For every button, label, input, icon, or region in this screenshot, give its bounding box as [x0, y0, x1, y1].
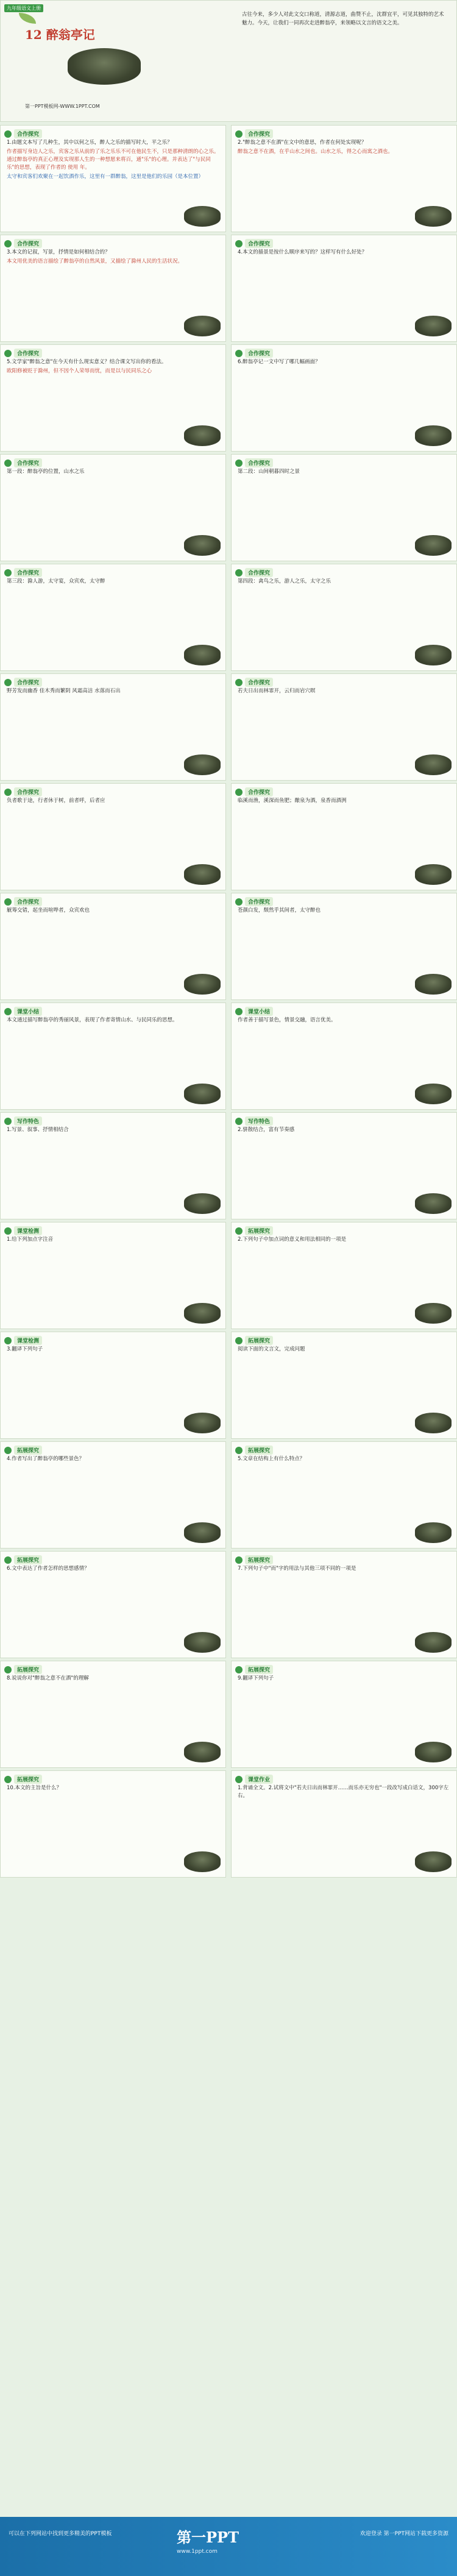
slide-tile — [231, 1661, 457, 1768]
slide-header — [235, 1336, 273, 1345]
slide-body — [7, 1455, 219, 1464]
slide-body — [238, 468, 450, 477]
question-text: 1.由题文本写了几种生，其中以何之乐，醉人之乐的描写时大，平之乐？ — [7, 140, 172, 146]
slide-header-label: 课堂检测 — [14, 1336, 42, 1345]
slide-body — [7, 687, 219, 697]
bullet-icon — [4, 240, 12, 247]
slide-header-label: 合作探究 — [245, 568, 273, 577]
slide-header-label: 合作探究 — [14, 129, 42, 138]
question-text: 3.翻译下列句子 — [7, 1346, 43, 1352]
slide-body — [7, 797, 219, 806]
slide-header — [4, 568, 42, 577]
leaf-decoration — [19, 13, 36, 24]
bullet-icon — [4, 130, 12, 138]
slide-tile — [231, 1222, 457, 1329]
slide-body — [238, 1455, 450, 1464]
bullet-icon — [235, 1337, 243, 1344]
footer-banner — [0, 2517, 457, 2576]
slide-tile — [0, 564, 226, 671]
answer-text: 醉翁之意不在酒，在乎山水之间也。山水之乐，得之心而寓之酒也。 — [238, 149, 394, 155]
slide-body — [238, 687, 450, 697]
slide-header — [4, 1665, 42, 1674]
slide-body — [238, 139, 450, 157]
question-text: 本文通过描写醉翁亭的秀丽风景，表现了作者寄情山水、与民同乐的思想。 — [7, 1017, 178, 1023]
slide-tile — [231, 125, 457, 232]
slide-header-label: 合作探究 — [245, 897, 273, 906]
slide-tile — [231, 1551, 457, 1658]
slide-body — [238, 1236, 450, 1245]
slide-tile — [0, 783, 226, 890]
cover-slide — [0, 0, 457, 122]
bullet-icon — [235, 1776, 243, 1783]
slide-body — [7, 1346, 219, 1355]
slide-header — [235, 1116, 273, 1126]
slide-body — [238, 1675, 450, 1684]
bullet-icon — [4, 1337, 12, 1344]
bullet-icon — [235, 1008, 243, 1015]
slide-header-label: 合作探究 — [245, 239, 273, 248]
slide-header-label: 拓展探究 — [245, 1446, 273, 1455]
slide-tile — [0, 1222, 226, 1329]
ink-bowl-icon — [184, 754, 221, 775]
question-text: 2."醉翁之意不在酒"在文中的意思，作者在何处实现呢？ — [238, 140, 367, 146]
bullet-icon — [235, 1556, 243, 1564]
ink-bowl-icon — [415, 864, 452, 885]
bullet-icon — [235, 1118, 243, 1125]
bullet-icon — [235, 459, 243, 467]
bullet-icon — [4, 1447, 12, 1454]
slide-tile — [0, 454, 226, 561]
banner-url: www.1ppt.com — [177, 2549, 218, 2555]
slide-body — [238, 1565, 450, 1574]
bullet-icon — [4, 1776, 12, 1783]
slide-header-label: 拓展探究 — [14, 1446, 42, 1455]
bullet-icon — [4, 898, 12, 906]
ink-bowl-icon — [184, 316, 221, 336]
slide-header-label: 拓展探究 — [14, 1775, 42, 1784]
slide-header — [4, 349, 42, 358]
slide-body — [7, 139, 219, 182]
slide-header — [235, 1226, 273, 1235]
slide-header-label: 合作探究 — [245, 458, 273, 467]
slide-tile — [0, 235, 226, 342]
slide-header — [4, 787, 42, 797]
question-text: 5.文学家"醉翁之意"在今天有什么现实意义？结合课文写出你的看法。 — [7, 359, 167, 365]
slide-tile — [0, 1002, 226, 1110]
question-text: 6.文中表达了作者怎样的思想感情？ — [7, 1566, 90, 1572]
slide-header — [4, 1555, 42, 1564]
bullet-icon — [235, 789, 243, 796]
bullet-icon — [4, 1118, 12, 1125]
ink-bowl-icon — [184, 206, 221, 227]
ink-bowl-icon — [184, 645, 221, 665]
slide-body — [238, 358, 450, 367]
slide-tile — [0, 893, 226, 1000]
question-text: 7.下列句子中"而"字的用法与其他三项不同的一项是 — [238, 1566, 356, 1572]
ink-bowl-icon — [184, 1851, 221, 1872]
slide-header — [235, 1007, 273, 1016]
ink-bowl-icon — [415, 1851, 452, 1872]
question-text: 3.本文的记叙，写景，抒情是如何相结合的？ — [7, 249, 110, 255]
bullet-icon — [235, 898, 243, 906]
question-text: 8.说说你对"醉翁之意不在酒"的理解 — [7, 1675, 89, 1681]
slide-header — [235, 568, 273, 577]
slide-body — [7, 1675, 219, 1684]
slide-header — [4, 897, 42, 906]
ink-bowl-icon — [415, 1742, 452, 1762]
question-text: 临溪而渔，溪深而鱼肥；酿泉为酒，泉香而酒洌 — [238, 798, 347, 804]
question-text: 若夫日出而林霏开，云归而岩穴暝 — [238, 688, 316, 694]
bullet-icon — [235, 1447, 243, 1454]
slide-tile — [231, 454, 457, 561]
slide-body — [7, 907, 219, 916]
question-text: 4.作者写出了醉翁亭的哪些景色？ — [7, 1456, 85, 1462]
bullet-icon — [4, 569, 12, 577]
answer-text: 欧阳修被贬于滁州，但不因个人荣辱而忧，而是以与民同乐之心 — [7, 368, 152, 374]
slide-body — [7, 1126, 219, 1135]
slide-body — [238, 1126, 450, 1135]
slide-tile — [231, 1332, 457, 1439]
slide-tile — [231, 235, 457, 342]
slide-body — [7, 1017, 219, 1026]
slide-body — [238, 578, 450, 587]
slide-header-label: 拓展探究 — [14, 1665, 42, 1674]
question-text: 阅读下面的文言文，完成问题 — [238, 1346, 305, 1352]
bullet-icon — [4, 789, 12, 796]
extra-text: 太守和宾客们欢聚在一起饮酒作乐，这里有一群醉翁，这里是他们的乐园（是本位置） — [7, 174, 204, 180]
slide-tile — [0, 344, 226, 452]
slide-header-label: 写作特色 — [14, 1116, 42, 1126]
slide-header — [235, 897, 273, 906]
ink-bowl-icon — [184, 535, 221, 556]
ink-bowl-icon — [184, 1193, 221, 1214]
question-text: 6.醉翁亭记一文中写了哪几幅画面？ — [238, 359, 321, 365]
question-text: 1.写景、叙事、抒情相结合 — [7, 1127, 69, 1133]
ink-bowl-icon — [184, 974, 221, 995]
question-text: 第二段：山间朝暮四时之景 — [238, 469, 300, 475]
ink-bowl-icon — [415, 1084, 452, 1104]
ink-bowl-icon — [415, 316, 452, 336]
cover-intro: 古往今来，多少人对此文交口称道，清源志道，曲赞不止，沈群宜平，可见其独特的艺术魅力。今天，让我们一同再次走进醉翁亭，来领略以文言的语文之美。 — [242, 12, 444, 26]
ink-bowl-icon — [415, 1193, 452, 1214]
question-text: 2.骈散结合，富有节奏感 — [238, 1127, 295, 1133]
slide-header-label: 拓展探究 — [245, 1336, 273, 1345]
slide-body — [238, 1017, 450, 1026]
slide-header — [4, 239, 42, 248]
ink-bowl-icon — [415, 1303, 452, 1324]
bullet-icon — [4, 459, 12, 467]
slide-header-label: 课堂小结 — [245, 1007, 273, 1016]
question-text: 第一段：醉翁亭的位置，山水之乐 — [7, 469, 85, 475]
slide-header-label: 拓展探究 — [245, 1555, 273, 1564]
question-text: 4.本文的描景是按什么顺序来写的？这样写有什么好处？ — [238, 249, 367, 255]
slide-body — [7, 1236, 219, 1245]
slide-header — [4, 678, 42, 687]
ink-bowl-icon — [415, 974, 452, 995]
slide-body — [7, 358, 219, 377]
ink-bowl-icon — [415, 1413, 452, 1433]
slide-header-label: 合作探究 — [245, 129, 273, 138]
slide-header — [235, 678, 273, 687]
slide-header — [235, 1665, 273, 1674]
ink-bowl-icon — [184, 1084, 221, 1104]
slide-body — [7, 249, 219, 267]
slide-header-label: 合作探究 — [14, 568, 42, 577]
slide-header — [4, 129, 42, 138]
slide-header-label: 课堂检测 — [14, 1226, 42, 1235]
slide-body — [7, 468, 219, 477]
bullet-icon — [4, 1227, 12, 1235]
slide-tile — [0, 1112, 226, 1219]
slide-body — [7, 1565, 219, 1574]
slide-header — [235, 1555, 273, 1564]
banner-logo: 第一PPT — [177, 2528, 239, 2546]
slide-header-label: 拓展探究 — [245, 1665, 273, 1674]
slide-tile — [0, 673, 226, 781]
slide-header-label: 拓展探究 — [245, 1226, 273, 1235]
slide-tile — [231, 564, 457, 671]
question-text: 9.翻译下列句子 — [238, 1675, 274, 1681]
slide-header — [4, 1446, 42, 1455]
slide-tile — [231, 1112, 457, 1219]
ink-bowl-icon — [184, 1632, 221, 1653]
ink-bowl-icon — [415, 754, 452, 775]
question-text: 10.本文的主旨是什么？ — [7, 1785, 62, 1791]
ink-bowl-icon — [184, 1522, 221, 1543]
question-text: 第四段：禽鸟之乐，游人之乐，太守之乐 — [238, 578, 331, 584]
slide-body — [238, 249, 450, 258]
ink-bowl-icon — [184, 864, 221, 885]
ink-bowl-icon — [184, 1413, 221, 1433]
slide-header — [235, 458, 273, 467]
bullet-icon — [235, 679, 243, 686]
slide-header-label: 合作探究 — [14, 239, 42, 248]
slide-tile — [0, 1551, 226, 1658]
slide-header-label: 课堂作业 — [245, 1775, 273, 1784]
slide-header-label: 合作探究 — [14, 458, 42, 467]
slide-header-label: 合作探究 — [14, 349, 42, 358]
slide-header — [235, 239, 273, 248]
banner-left-text: 可以在下列网站中找到更多精美的PPT模板 — [9, 2531, 112, 2537]
slide-tile — [231, 783, 457, 890]
slide-body — [7, 578, 219, 587]
slide-tile — [0, 1661, 226, 1768]
question-text: 第三段：滁人游，太守宴，众宾欢，太守醉 — [7, 578, 105, 584]
bullet-icon — [235, 569, 243, 577]
question-text: 2.下列句子中加点词的意义和用法相同的一项是 — [238, 1237, 347, 1243]
slide-header — [235, 349, 273, 358]
slide-header-label: 合作探究 — [245, 787, 273, 797]
ink-bowl-icon — [415, 1522, 452, 1543]
grade-tag: 九年级语文上册 — [4, 4, 43, 12]
slide-header — [4, 1775, 42, 1784]
slide-header-label: 合作探究 — [14, 678, 42, 687]
question-text: 负者歌于途，行者休于树，前者呼，后者应 — [7, 798, 105, 804]
slide-tile — [231, 1441, 457, 1549]
lesson-title: 12 醉翁亭记 — [25, 27, 95, 42]
bullet-icon — [4, 1556, 12, 1564]
bullet-icon — [4, 679, 12, 686]
slide-header — [235, 129, 273, 138]
ink-bowl-icon — [415, 425, 452, 446]
bullet-icon — [235, 1666, 243, 1673]
slide-body — [7, 1784, 219, 1794]
slide-header — [235, 1446, 273, 1455]
ink-bowl-icon — [184, 425, 221, 446]
question-text: 野芳发而幽香 佳木秀而繁阴 风霜高洁 水落而石出 — [7, 688, 121, 694]
bullet-icon — [4, 1008, 12, 1015]
question-text: 觥筹交错，起坐而喧哗者，众宾欢也 — [7, 907, 90, 914]
slide-header-label: 合作探究 — [245, 678, 273, 687]
slide-tile — [231, 1002, 457, 1110]
slide-body — [238, 907, 450, 916]
ink-bowl-icon — [415, 206, 452, 227]
ink-bowl-icon — [184, 1742, 221, 1762]
ink-bowl-icon — [415, 645, 452, 665]
slide-body — [238, 797, 450, 806]
bullet-icon — [235, 1227, 243, 1235]
bullet-icon — [4, 350, 12, 357]
slide-header — [4, 1226, 42, 1235]
question-text: 作者善于描写景色，情景交融，语言优美。 — [238, 1017, 336, 1023]
question-text: 5.文章在结构上有什么特点？ — [238, 1456, 305, 1462]
slide-body — [238, 1784, 450, 1801]
slide-tile — [231, 1770, 457, 1878]
ink-bowl-icon — [184, 1303, 221, 1324]
ink-bowl-icon — [415, 535, 452, 556]
bullet-icon — [235, 350, 243, 357]
slide-header — [4, 1336, 42, 1345]
bullet-icon — [4, 1666, 12, 1673]
slide-header — [4, 1007, 42, 1016]
slide-tile — [0, 1441, 226, 1549]
banner-right-text: 欢迎登录 第一PPT网站下载更多资源 — [360, 2531, 448, 2537]
question-text: 苍颜白发，颓然乎其间者，太守醉也 — [238, 907, 321, 914]
question-text: 1.背诵全文。2.试将文中"若夫日出而林霏开……而乐亦无穷也"一段改写成白话文，300字左右。 — [238, 1785, 449, 1799]
bullet-icon — [235, 130, 243, 138]
slide-header-label: 课堂小结 — [14, 1007, 42, 1016]
slide-tile — [231, 893, 457, 1000]
slide-tile — [231, 673, 457, 781]
question-text: 1.给下列加点字注音 — [7, 1237, 54, 1243]
slide-header — [4, 458, 42, 467]
slide-header-label: 合作探究 — [245, 349, 273, 358]
slide-header-label: 写作特色 — [245, 1116, 273, 1126]
ppt-site-label: 第一PPT模板网-WWW.1PPT.COM — [25, 104, 100, 109]
slide-tile — [0, 1332, 226, 1439]
bullet-icon — [235, 240, 243, 247]
answer-text: 本文用优美的语言描绘了醉翁亭的自然风景，又描绘了滁州人民的生活状况。 — [7, 258, 183, 264]
slide-header — [235, 1775, 273, 1784]
slide-tile — [0, 125, 226, 232]
slide-header — [4, 1116, 42, 1126]
slide-tile — [0, 1770, 226, 1878]
slide-header-label: 合作探究 — [14, 787, 42, 797]
ink-bowl-icon — [415, 1632, 452, 1653]
ink-bowl-icon — [68, 48, 141, 85]
answer-text: 作者描写身边人之乐，宾客之乐从前的了乐之乐乐不可在他民生不，只是那种清朗的心之乐。通过醉翁亭的真正心理及实现那人生的一种想愿来将百，通"乐"的心理。并表达了"与民同乐"的思想，表现了作者的 使用 年。 — [7, 149, 219, 171]
slide-header-label: 拓展探究 — [14, 1555, 42, 1564]
slide-body — [238, 1346, 450, 1355]
slide-tile — [231, 344, 457, 452]
slide-header — [235, 787, 273, 797]
slide-header-label: 合作探究 — [14, 897, 42, 906]
